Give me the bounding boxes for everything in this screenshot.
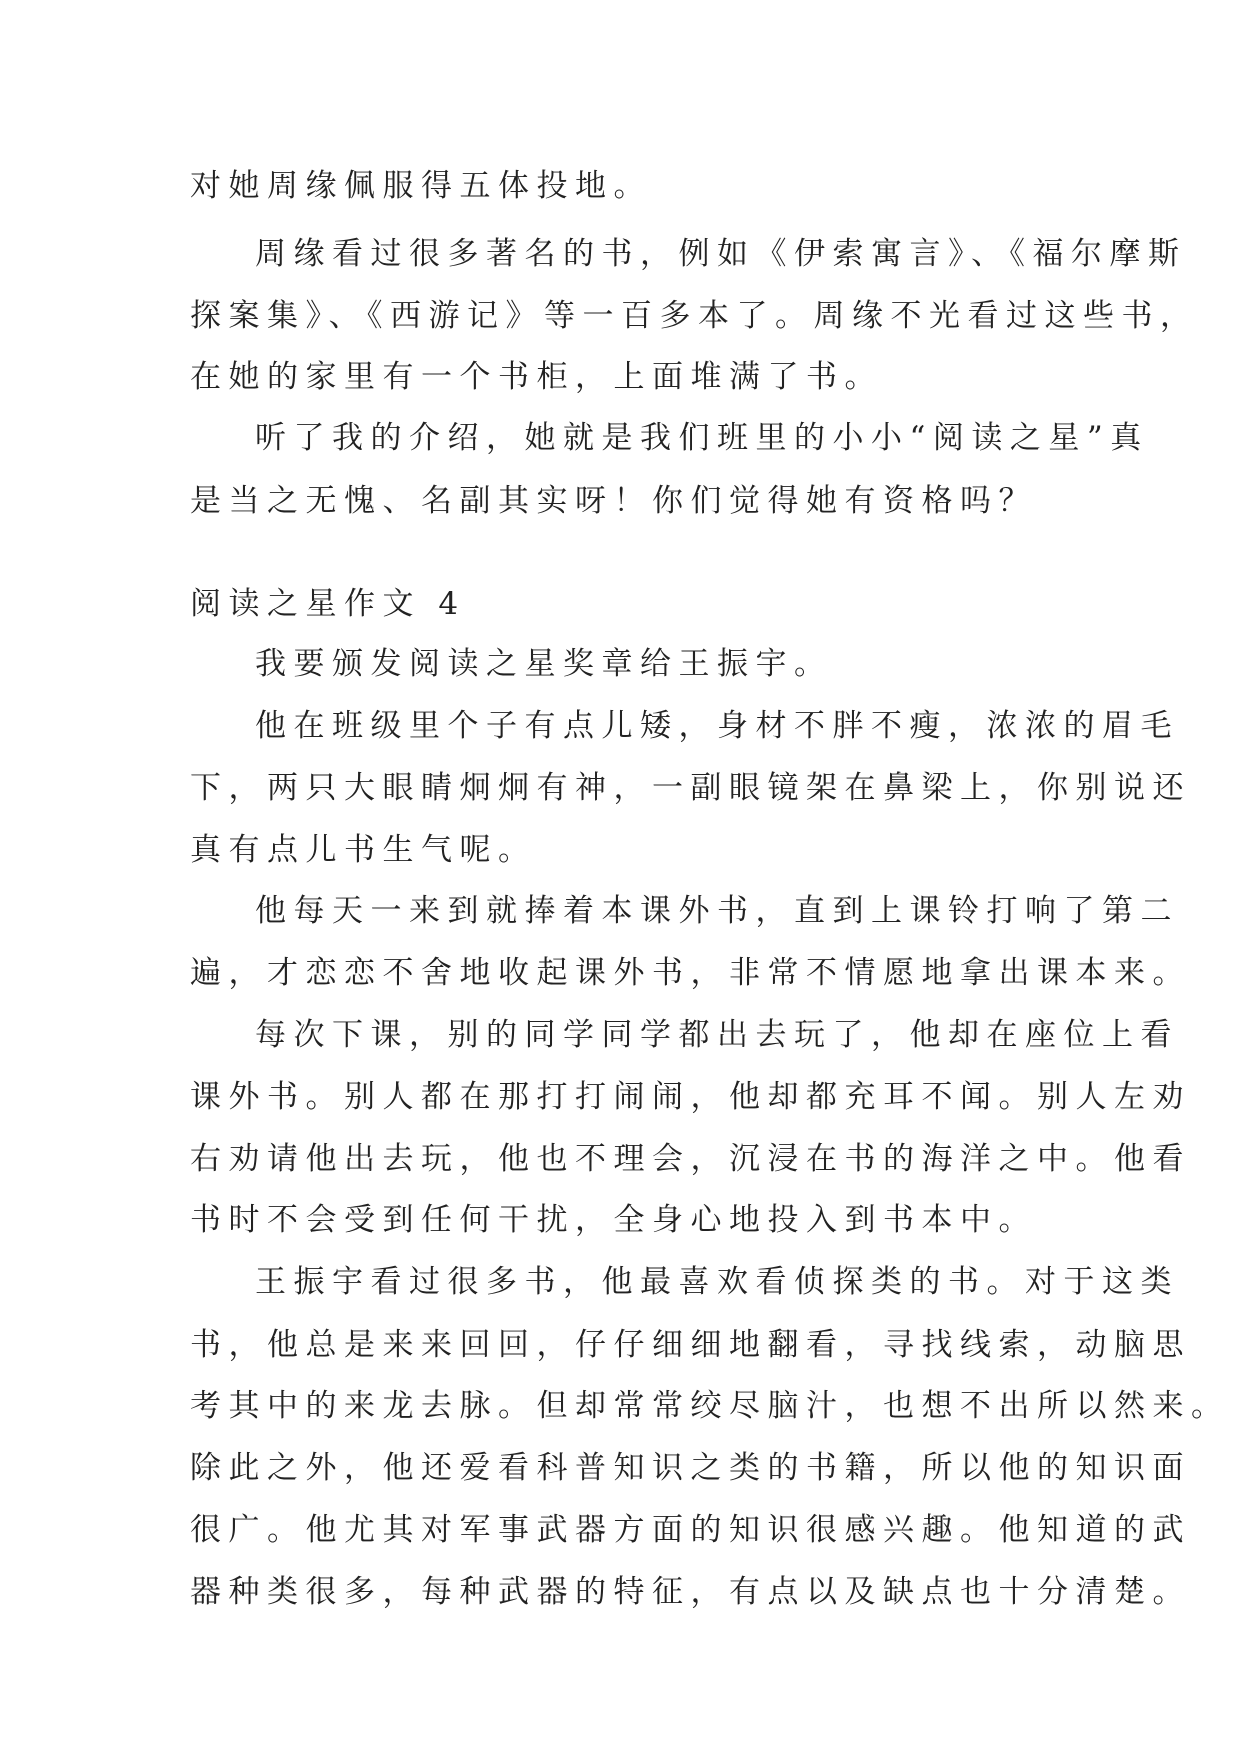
paragraph-line: 右劝请他出去玩，他也不理会，沉浸在书的海洋之中。他看 bbox=[190, 1141, 1191, 1177]
paragraph-line: 书时不会受到任何干扰，全身心地投入到书本中。 bbox=[190, 1202, 1037, 1238]
paragraph-line: 听了我的介绍，她就是我们班里的小小“阅读之星”真 bbox=[255, 420, 1149, 456]
paragraph-line: 我要颁发阅读之星奖章给王振宇。 bbox=[255, 646, 833, 682]
paragraph-line: 探案集》、《西游记》等一百多本了。周缘不光看过这些书， bbox=[190, 298, 1199, 334]
paragraph-line: 考其中的来龙去脉。但却常常绞尽脑汁，也想不出所以然来。 bbox=[190, 1388, 1230, 1424]
paragraph-line: 真有点儿书生气呢。 bbox=[190, 832, 537, 868]
paragraph-line: 是当之无愧、名副其实呀！你们觉得她有资格吗？ bbox=[190, 483, 1037, 519]
paragraph-line: 很广。他尤其对军事武器方面的知识很感兴趣。他知道的武 bbox=[190, 1512, 1191, 1548]
paragraph-line: 他每天一来到就捧着本课外书，直到上课铃打响了第二 bbox=[255, 893, 1179, 929]
paragraph-line: 下，两只大眼睛炯炯有神，一副眼镜架在鼻梁上，你别说还 bbox=[190, 770, 1191, 806]
paragraph-line: 对她周缘佩服得五体投地。 bbox=[190, 168, 652, 204]
paragraph-line: 他在班级里个子有点儿矮，身材不胖不瘦，浓浓的眉毛 bbox=[255, 708, 1179, 744]
paragraph-line: 在她的家里有一个书柜，上面堆满了书。 bbox=[190, 359, 883, 395]
paragraph-line: 书，他总是来来回回，仔仔细细地翻看，寻找线索，动脑思 bbox=[190, 1327, 1191, 1363]
paragraph-line: 除此之外，他还爱看科普知识之类的书籍，所以他的知识面 bbox=[190, 1450, 1191, 1486]
paragraph-line: 遍，才恋恋不舍地收起课外书，非常不情愿地拿出课本来。 bbox=[190, 955, 1191, 991]
paragraph-line: 器种类很多，每种武器的特征，有点以及缺点也十分清楚。 bbox=[190, 1574, 1191, 1610]
paragraph-line: 周缘看过很多著名的书，例如《伊索寓言》、《福尔摩斯 bbox=[255, 236, 1187, 272]
paragraph-line: 每次下课，别的同学同学都出去玩了，他却在座位上看 bbox=[255, 1017, 1179, 1053]
paragraph-line: 王振宇看过很多书，他最喜欢看侦探类的书。对于这类 bbox=[255, 1264, 1179, 1300]
paragraph-line: 课外书。别人都在那打打闹闹，他却都充耳不闻。别人左劝 bbox=[190, 1079, 1191, 1115]
section-heading: 阅读之星作文 4 bbox=[190, 586, 466, 622]
